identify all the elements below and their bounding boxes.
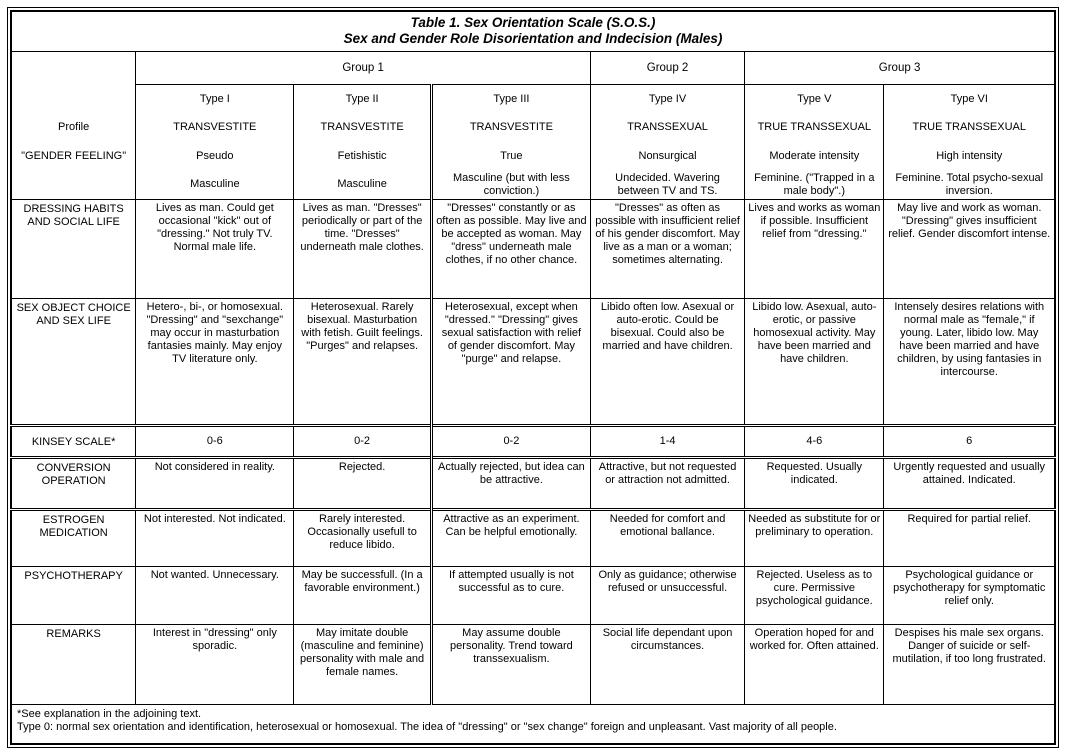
table-row: [11, 625, 1055, 705]
table-row: [11, 567, 1055, 625]
profile-type: Type II: [345, 92, 379, 105]
table-cell: 0-6: [136, 426, 294, 458]
profile-type: Type V: [797, 92, 832, 105]
table-cell: Despises his male sex organs. Danger of suicide or self-mutilation, if too long frustrated.: [884, 625, 1055, 705]
table-cell: May be successfull. (In a favorable environment.): [294, 567, 431, 625]
row-label: SEX OBJECT CHOICE AND SEX LIFE: [11, 299, 136, 426]
profile-feeling: Masculine (but with less conviction.): [453, 171, 570, 197]
table-cell: Not considered in reality.: [136, 458, 294, 510]
profile-subtype: True: [500, 149, 523, 162]
profile-name: TRANSVESTITE: [320, 121, 404, 134]
table-cell: 0-2: [294, 426, 431, 458]
profile-name: TRANSVESTITE: [173, 121, 257, 134]
profile-type: Type III: [493, 92, 530, 105]
row-label-profile: [11, 85, 136, 200]
table-cell: Required for partial relief.: [884, 510, 1055, 567]
table-cell: Lives and works as woman if possible. Insufficient relief from "dressing.": [745, 200, 884, 299]
table-cell: Lives as man. Could get occasional "kick" out of "dressing." Not truly TV. Normal male life.: [136, 200, 294, 299]
profile-subtype: High intensity: [936, 149, 1003, 162]
table-title-line1: Table 1. Sex Orientation Scale (S.O.S.): [410, 15, 656, 30]
table-row: [11, 510, 1055, 567]
table-cell: "Dresses" as often as possible with insufficient relief of his gender discomfort. May live as a man or a woman; sometimes alternating.: [590, 200, 744, 299]
table-title: [11, 11, 1055, 52]
table-cell: Intensely desires relations with normal male as "female," if young. Later, libido low. May have been married and have children, by using fantasies in intercourse.: [884, 299, 1055, 426]
type-profile-6: [884, 85, 1055, 200]
table-cell: Requested. Usually indicated.: [745, 458, 884, 510]
table-cell: Only as guidance; otherwise refused or unsuccessful.: [590, 567, 744, 625]
table-cell: Heterosexual, except when "dressed." "Dressing" gives sexual satisfaction with relief of gender discomfort. May "purge" and relapse.: [431, 299, 590, 426]
table-row: [11, 426, 1055, 458]
profile-subtype: Nonsurgical: [638, 149, 697, 162]
group-3-header: Group 3: [745, 52, 1055, 85]
footnotes: [11, 705, 1055, 745]
profile-type: Type IV: [648, 92, 687, 105]
table-cell: If attempted usually is not successful as to cure.: [431, 567, 590, 625]
row-label: DRESSING HABITS AND SOCIAL LIFE: [11, 200, 136, 299]
table-cell: Urgently requested and usually attained. Indicated.: [884, 458, 1055, 510]
type-profile-4: [590, 85, 744, 200]
profile-subtype: Moderate intensity: [769, 149, 860, 162]
type-profile-3: [431, 85, 590, 200]
table-frame: [7, 7, 1059, 748]
profile-feeling: Masculine: [190, 178, 240, 191]
label-column-spacer: [11, 52, 136, 85]
group-2-header: Group 2: [590, 52, 744, 85]
profile-name: TRANSSEXUAL: [627, 121, 708, 134]
type-profile-5: [745, 85, 884, 200]
table-cell: Interest in "dressing" only sporadic.: [136, 625, 294, 705]
row-label: REMARKS: [11, 625, 136, 705]
profile-feeling: Feminine. Total psycho-sexual inversion.: [895, 171, 1044, 197]
footnote-line2: Type 0: normal sex orientation and identification, heterosexual or homosexual. The idea of "dressing" or "sex change" foreign and unpleasant. Vast majority of all people.: [17, 721, 837, 733]
footnote-line1: *See explanation in the adjoining text.: [17, 708, 202, 720]
type-profile-2: [294, 85, 431, 200]
row-label: ESTROGEN MEDICATION: [11, 510, 136, 567]
table-cell: 6: [884, 426, 1055, 458]
table-cell: Social life dependant upon circumstances.: [590, 625, 744, 705]
table-cell: May assume double personality. Trend toward transsexualism.: [431, 625, 590, 705]
table-cell: Rejected. Useless as to cure. Permissive psychological guidance.: [745, 567, 884, 625]
profile-subtype: Pseudo: [196, 149, 234, 162]
row-label: KINSEY SCALE*: [11, 426, 136, 458]
table-cell: Actually rejected, but idea can be attractive.: [431, 458, 590, 510]
table-cell: Needed as substitute for or preliminary to operation.: [745, 510, 884, 567]
profile-subtype: Fetishistic: [337, 149, 387, 162]
type-profile-1: [136, 85, 294, 200]
table-cell: Attractive as an experiment. Can be helpful emotionally.: [431, 510, 590, 567]
table-cell: 4-6: [745, 426, 884, 458]
table-cell: 1-4: [590, 426, 744, 458]
group-1-header: Group 1: [136, 52, 591, 85]
title-row: [11, 11, 1055, 52]
table-row: [11, 299, 1055, 426]
profile-feeling: Masculine: [337, 178, 387, 191]
profile-feeling: Undecided. Wavering between TV and TS.: [615, 171, 720, 197]
profile-row: [11, 85, 1055, 200]
row-label: CONVERSION OPERATION: [11, 458, 136, 510]
profile-label-bottom: "GENDER FEELING": [21, 149, 127, 162]
footnotes-row: [11, 705, 1055, 745]
table-cell: Lives as man. "Dresses" periodically or part of the time. "Dresses" underneath male clothes.: [294, 200, 431, 299]
table-cell: Rejected.: [294, 458, 431, 510]
table-cell: Operation hoped for and worked for. Often attained.: [745, 625, 884, 705]
sos-table: [10, 10, 1056, 745]
table-cell: Heterosexual. Rarely bisexual. Masturbation with fetish. Guilt feelings. "Purges" and relapses.: [294, 299, 431, 426]
profile-name: TRANSVESTITE: [469, 121, 553, 134]
table-cell: Attractive, but not requested or attraction not admitted.: [590, 458, 744, 510]
table-cell: May live and work as woman. "Dressing" gives insufficient relief. Gender discomfort intense.: [884, 200, 1055, 299]
group-header-row: [11, 52, 1055, 85]
profile-name: TRUE TRANSSEXUAL: [757, 121, 872, 134]
profile-type: Type I: [199, 92, 230, 105]
table-cell: Libido often low. Asexual or auto-erotic. Could be bisexual. Could also be married and have children.: [590, 299, 744, 426]
table-cell: "Dresses" constantly or as often as possible. May live and be accepted as woman. May "dress" underneath male clothes, if no other chance.: [431, 200, 590, 299]
table-cell: Psychological guidance or psychotherapy for symptomatic relief only.: [884, 567, 1055, 625]
table-cell: Not wanted. Unnecessary.: [136, 567, 294, 625]
table-cell: Libido low. Asexual, auto-erotic, or passive homosexual activity. May have been married and have children.: [745, 299, 884, 426]
table-cell: 0-2: [431, 426, 590, 458]
table-title-line2: Sex and Gender Role Disorientation and Indecision (Males): [343, 31, 723, 46]
table-cell: Rarely interested. Occasionally usefull to reduce libido.: [294, 510, 431, 567]
table-cell: May imitate double (masculine and feminine) personality with male and female names.: [294, 625, 431, 705]
table-cell: Hetero-, bi-, or homosexual. "Dressing" and "sexchange" may occur in masturbation fantasies mainly. May enjoy TV literature only.: [136, 299, 294, 426]
table-cell: Not interested. Not indicated.: [136, 510, 294, 567]
table-row: [11, 458, 1055, 510]
profile-type: Type VI: [950, 92, 988, 105]
profile-name: TRUE TRANSSEXUAL: [912, 121, 1026, 134]
row-label: PSYCHOTHERAPY: [11, 567, 136, 625]
table-cell: Needed for comfort and emotional ballance.: [590, 510, 744, 567]
profile-feeling: Feminine. ("Trapped in a male body".): [754, 171, 875, 197]
profile-label-top: Profile: [58, 120, 90, 133]
table-row: [11, 200, 1055, 299]
